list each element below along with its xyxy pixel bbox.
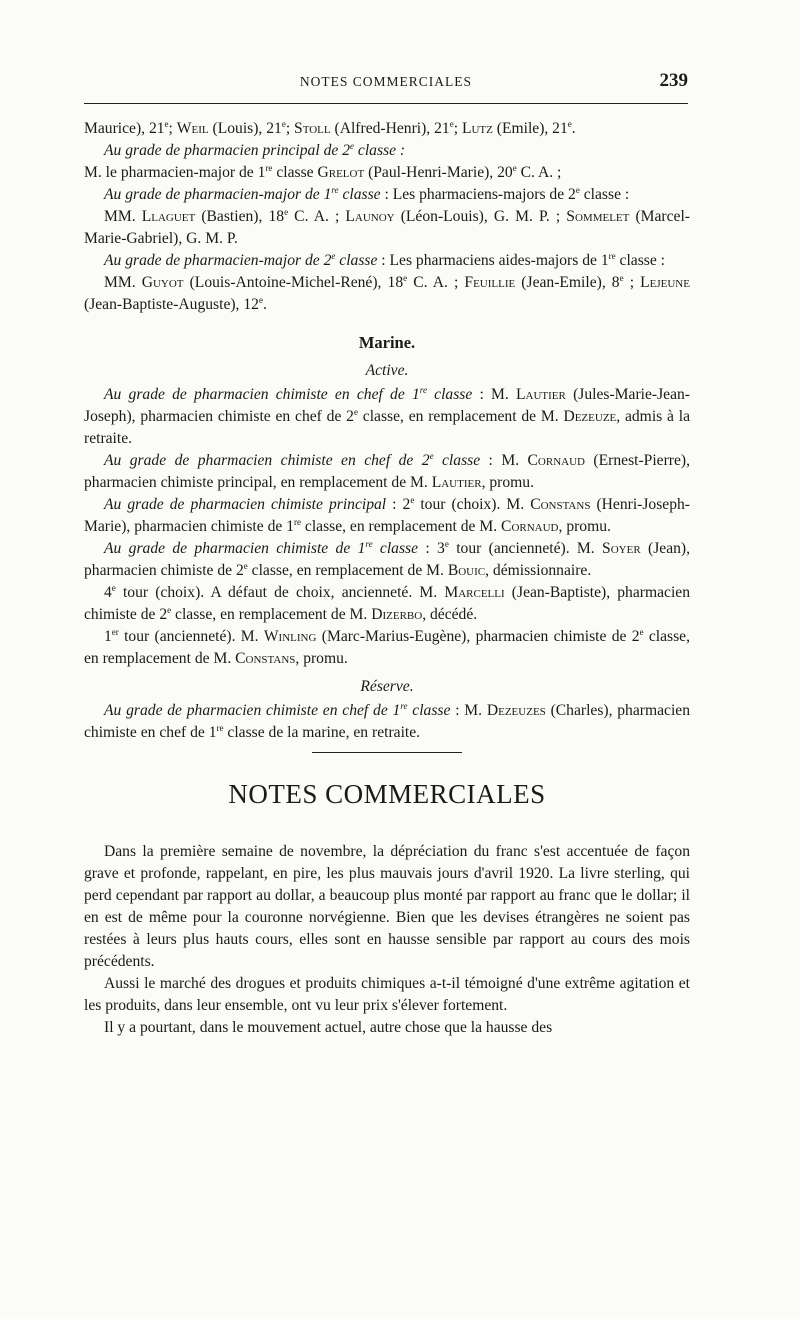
marine-p2: Au grade de pharmacien chimiste en chef de 2e classe : M. Cornaud (Ernest-Pierre), pharmacien chimiste principal, en remplacement de M. Lautier, promu. [84, 450, 690, 491]
reserve-subheading: Réserve. [360, 678, 414, 695]
page-header [84, 70, 688, 100]
header-rule [84, 103, 688, 104]
notes-p3: Il y a pourtant, dans le mouvement actuel, autre chose que la hausse des [104, 1019, 553, 1036]
grade-major-2-paragraph: Au grade de pharmacien-major de 2e classe : Les pharmaciens aides-majors de 1re classe : [104, 250, 665, 269]
notes-commerciales-heading: NOTES COMMERCIALES [228, 779, 546, 809]
notes-p1: Dans la première semaine de novembre, la dépréciation du franc s'est accentuée de façon grave et profonde, rappelant, en pire, les plus mauvais jours d'avril 1920. La livre sterling, qui perd cependant par rapport au dollar, a beaucoup plus monté par rapport au franc que le dollar; il en est de même pour la couronne norvégienne. Bien que les devises étrangères ne soient pas restées à leurs plus hauts cours, elles sont en hausse sensible par rapport au cours des mois précédents. [84, 843, 690, 970]
grade-major-1-names: MM. Llaguet (Bastien), 18e C. A. ; Launoy (Léon-Louis), G. M. P. ; Sommelet (Marcel-Marie-Gabriel), G. M. P. [84, 206, 690, 247]
marine-p3: Au grade de pharmacien chimiste principal : 2e tour (choix). M. Constans (Henri-Joseph-Marie), pharmacien chimiste de 1re classe, en remplacement de M. Cornaud, promu. [84, 494, 691, 535]
armee-continuation: Maurice), 21e; Weil (Louis), 21e; Stoll (Alfred-Henri), 21e; Lutz (Emile), 21e. [84, 118, 576, 137]
grade-major-2-names: MM. Guyot (Louis-Antoine-Michel-René), 18e C. A. ; Feuillie (Jean-Emile), 8e ; Lejeune (Jean-Baptiste-Auguste), 12e. [84, 272, 690, 313]
marine-p1: Au grade de pharmacien chimiste en chef de 1re classe : M. Lautier (Jules-Marie-Jean-Joseph), pharmacien chimiste en chef de 2e classe, en remplacement de M. Dezeuze, admis à la retraite. [84, 384, 690, 447]
marine-p5: 4e tour (choix). A défaut de choix, ancienneté. M. Marcelli (Jean-Baptiste), pharmacien chimiste de 2e classe, en remplacement de M. Dizerbo, décédé. [84, 582, 690, 623]
notes-p2: Aussi le marché des drogues et produits chimiques a-t-il témoigné d'une extrême agitation et les produits, dans leur ensemble, ont vu leur prix s'élever fortement. [84, 975, 690, 1014]
page-body [84, 118, 690, 1039]
marine-p4: Au grade de pharmacien chimiste de 1re classe : 3e tour (ancienneté). M. Soyer (Jean), pharmacien chimiste de 2e classe, en remplacement de M. Bouic, démissionnaire. [84, 538, 690, 579]
section-divider [312, 752, 462, 753]
active-subheading: Active. [365, 362, 409, 379]
grade-major-1-paragraph: Au grade de pharmacien-major de 1re classe : Les pharmaciens-majors de 2e classe : [104, 184, 630, 203]
grade-principal-heading: Au grade de pharmacien principal de 2e classe : [104, 140, 406, 159]
running-title: NOTES COMMERCIALES [299, 74, 473, 89]
marine-heading: Marine. [358, 333, 416, 352]
marine-p6: 1er tour (ancienneté). M. Winling (Marc-Marius-Eugène), pharmacien chimiste de 2e classe, en remplacement de M. Constans, promu. [84, 626, 690, 667]
grade-principal-entry: M. le pharmacien-major de 1re classe Grelot (Paul-Henri-Marie), 20e C. A. ; [84, 162, 562, 181]
marine-p7: Au grade de pharmacien chimiste en chef de 1re classe : M. Dezeuzes (Charles), pharmacien chimiste en chef de 1re classe de la marine, en retraite. [84, 700, 690, 741]
page-number: 239 [659, 70, 688, 91]
